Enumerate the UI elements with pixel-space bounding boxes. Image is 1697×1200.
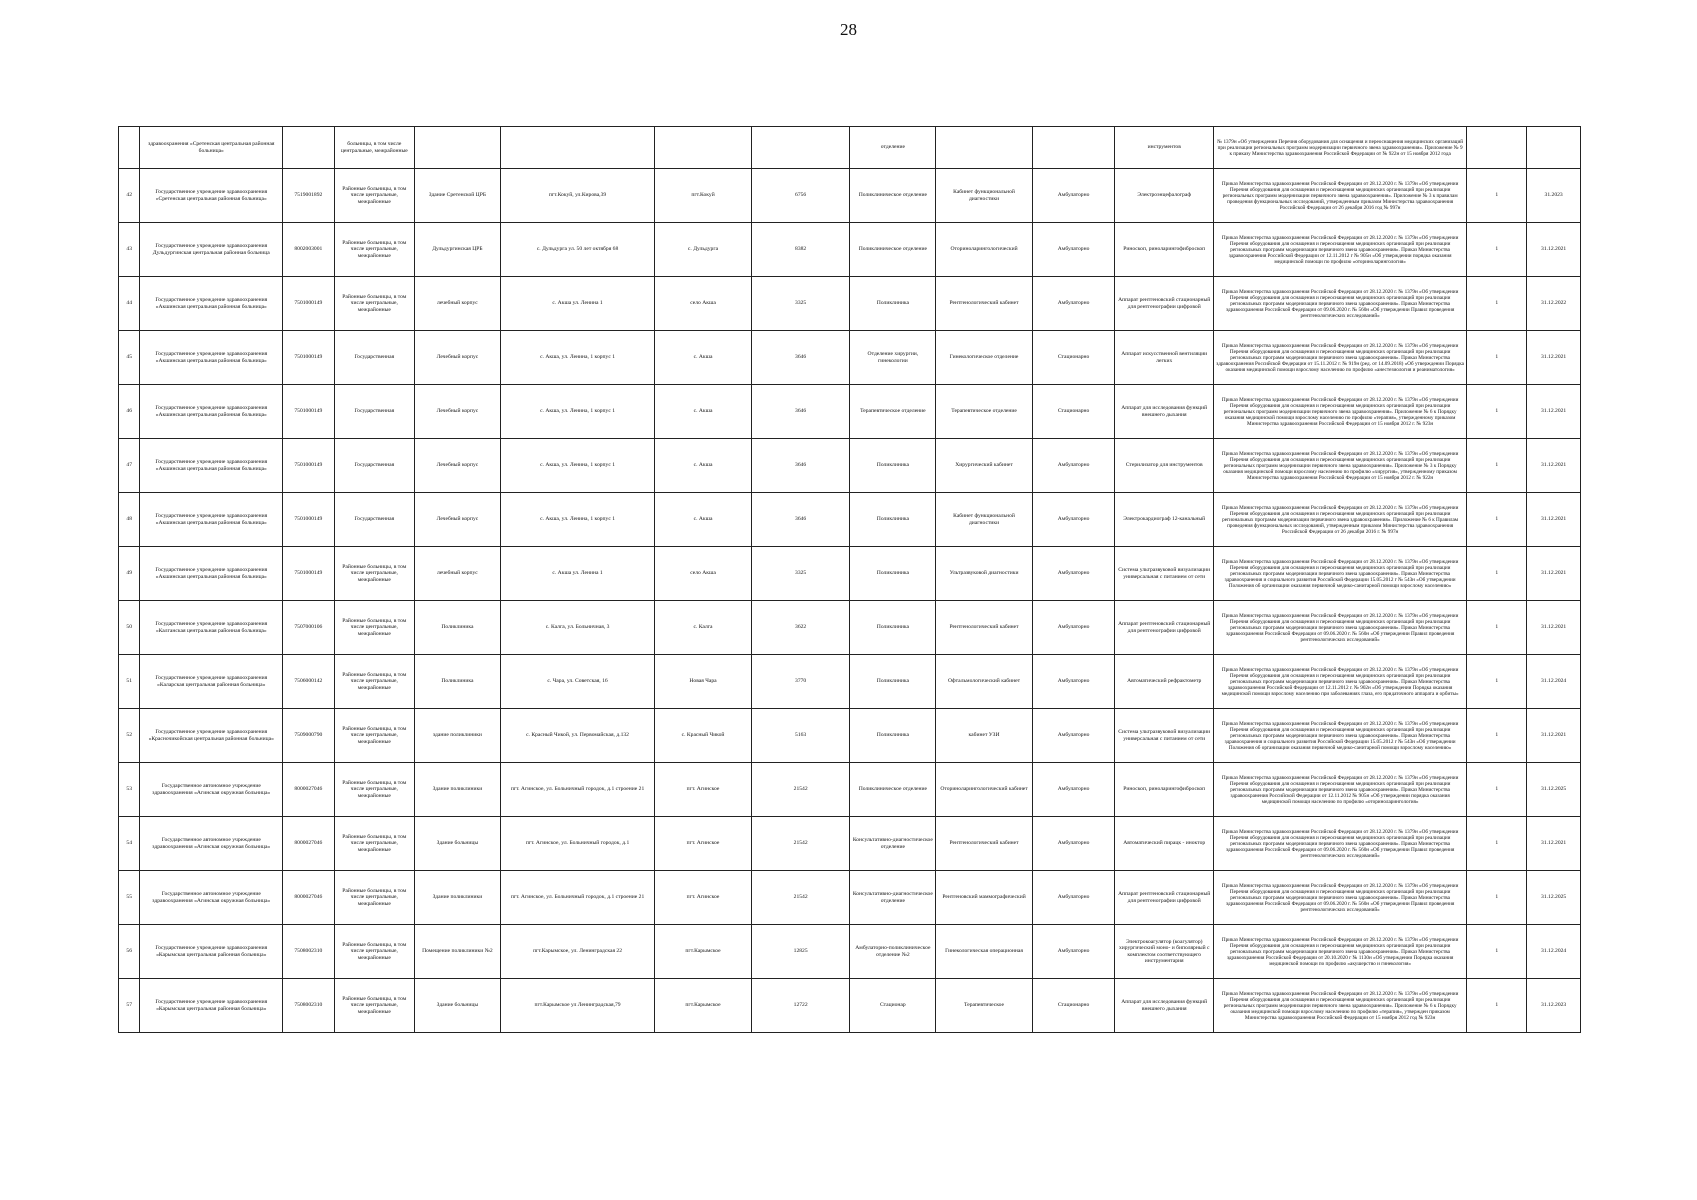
cell-population: 8382 <box>751 223 850 277</box>
cell-num: 47 <box>119 439 140 493</box>
cell-quantity: 1 <box>1467 439 1527 493</box>
cell-population: 21542 <box>751 817 850 871</box>
cell-department: Поликлиника <box>850 601 936 655</box>
cell-quantity: 1 <box>1467 979 1527 1033</box>
cell-locality: пгт.Карымское <box>655 925 752 979</box>
cell-date: 31.12.2022 <box>1527 277 1581 331</box>
cell-basis: Приказ Министерства здравоохранения Российской Федерации от 28.12.2020 г. № 1379н «Об утверждении Перечня оборудования для оснащения и переоснащения медицинских организаций при реализации региональных программ модернизации первичного звена здравоохранения». Приказ Министерства здравоохранения Российской Федерации от 09.06.2020 г. № 560н «Об утверждении Правил проведения рентгенологических исследований» <box>1214 817 1467 871</box>
cell-num: 53 <box>119 763 140 817</box>
cell-building: Здание больницы <box>415 817 501 871</box>
cell-type: Районные больницы, в том числе центральные, межрайонные <box>334 169 414 223</box>
table-row <box>119 277 1581 331</box>
cell-locality: с. Акша <box>655 493 752 547</box>
cell-code: 7501000149 <box>283 277 334 331</box>
cell-building: Лечебный корпус <box>415 385 501 439</box>
cell-date: 31.12.2025 <box>1527 763 1581 817</box>
cell-basis: Приказ Министерства здравоохранения Российской Федерации от 28.12.2020 г. № 1379н «Об утверждении Перечня оборудования для оснащения и переоснащения медицинских организаций при реализации региональных программ модернизации первичного звена здравоохранения». Приложение № 3 к Порядку оказания медицинской помощи взрослому населению по профилю «хирургия», утвержденному приказом Министерства здравоохранения Российской Федерации от 15 ноября 2012 г. № 922н <box>1214 439 1467 493</box>
table-row <box>119 655 1581 709</box>
cell-care-form: Амбулаторно <box>1032 277 1115 331</box>
cell-care-form: Стационарно <box>1032 385 1115 439</box>
cell-org: Государственное учреждение здравоохранения «Сретенская центральная районная больница» <box>140 169 283 223</box>
cell-org: Государственное учреждение здравоохранения «Каларская центральная районная больница» <box>140 655 283 709</box>
cell-locality: с. Акша <box>655 439 752 493</box>
cell-quantity: 1 <box>1467 493 1527 547</box>
cell-department: Стационар <box>850 979 936 1033</box>
cell-type: Государственная <box>334 385 414 439</box>
cell-locality: Новая Чара <box>655 655 752 709</box>
table-row <box>119 385 1581 439</box>
cell-equipment: Электрокардиограф 12-канальный <box>1115 493 1214 547</box>
cell-code: 7501000149 <box>283 493 334 547</box>
cell-basis: Приказ Министерства здравоохранения Российской Федерации от 28.12.2020 г. № 1379н «Об утверждении Перечня оборудования для оснащения и переоснащения медицинских организаций при реализации региональных программ модернизации первичного звена здравоохранения». Приказ Министерства здравоохранения Российской Федерации от 20.10.2020 г № 1130н «Об утверждении Порядка оказания медицинской помощи по профилю «акушерство и гинекология» <box>1214 925 1467 979</box>
cell-care-form: Амбулаторно <box>1032 439 1115 493</box>
cell-population: 21542 <box>751 763 850 817</box>
cell-population: 3770 <box>751 655 850 709</box>
cell-care-form: Стационарно <box>1032 979 1115 1033</box>
cell-address: с. Акша, ул. Ленина, 1 корпус 1 <box>500 331 654 385</box>
cell-num: 55 <box>119 871 140 925</box>
cell-care-form: Амбулаторно <box>1032 547 1115 601</box>
cell-date: 31.12.2021 <box>1527 493 1581 547</box>
cell-date: 31.12.2021 <box>1527 547 1581 601</box>
cell-date: 31.12.2023 <box>1527 979 1581 1033</box>
cell-type: Районные больницы, в том числе центральные, межрайонные <box>334 763 414 817</box>
table-row-continued <box>119 127 1581 169</box>
cell-quantity: 1 <box>1467 925 1527 979</box>
cell-building: Помещение поликлиники №2 <box>415 925 501 979</box>
cell-address: с. Дульдурга ул. 50 лет октября 68 <box>500 223 654 277</box>
cell-care-form: Амбулаторно <box>1032 493 1115 547</box>
cell-population: 3325 <box>751 547 850 601</box>
cell-care-form: Амбулаторно <box>1032 817 1115 871</box>
cell-equipment: Аппарат для исследования функций внешнего дыхания <box>1115 385 1214 439</box>
cell-room <box>936 127 1033 169</box>
cell-org: Государственное учреждение здравоохранения Дульдургинская центральная районная больница <box>140 223 283 277</box>
cell-org: Государственное учреждение здравоохранения «Карымская центральная районная больница» <box>140 979 283 1033</box>
cell-date: 31.12.2024 <box>1527 655 1581 709</box>
cell-code: 7501000149 <box>283 547 334 601</box>
cell-locality: пгт. Агинское <box>655 871 752 925</box>
cell-basis: Приказ Министерства здравоохранения Российской Федерации от 28.12.2020 г. № 1379н «Об утверждении Перечня оборудования для оснащения и переоснащения медицинских организаций при реализации региональных программ модернизации первичного звена здравоохранения». Приказ Министерства здравоохранения Российской Федерации от 12.11.2012 г № 905н «Об утверждении порядка оказания медицинской помощи по профилю «оториноларингология» <box>1214 223 1467 277</box>
cell-type: Районные больницы, в том числе центральные, межрайонные <box>334 547 414 601</box>
cell-building: Поликлиника <box>415 655 501 709</box>
cell-date: 31.12.2021 <box>1527 817 1581 871</box>
cell-num: 52 <box>119 709 140 763</box>
cell-address: с. Акша, ул. Ленина, 1 корпус 1 <box>500 493 654 547</box>
cell-code: 8000027046 <box>283 763 334 817</box>
table-row <box>119 169 1581 223</box>
cell-equipment: Электроэнцефалограф <box>1115 169 1214 223</box>
cell-equipment: Риноскоп, риноларингофиброскоп <box>1115 763 1214 817</box>
cell-population: 3622 <box>751 601 850 655</box>
cell-num: 56 <box>119 925 140 979</box>
cell-room: Гинекологическая операционная <box>936 925 1033 979</box>
cell-care-form: Амбулаторно <box>1032 763 1115 817</box>
cell-building: здание поликлиники <box>415 709 501 763</box>
cell-num: 54 <box>119 817 140 871</box>
cell-num: 42 <box>119 169 140 223</box>
cell-basis: Приказ Министерства здравоохранения Российской Федерации от 28.12.2020 г. № 1379н «Об утверждении Перечня оборудования для оснащения и переоснащения медицинских организаций при реализации региональных программ модернизации первичного звена здравоохранения». Приказ Министерства здравоохранения Российской Федерации от 09.06.2020 г. № 560н «Об утверждении Правил проведения рентгенологических исследований» <box>1214 601 1467 655</box>
table-row <box>119 601 1581 655</box>
cell-type: Государственная <box>334 493 414 547</box>
cell-care-form: Амбулаторно <box>1032 709 1115 763</box>
cell-equipment: Риноскоп, риноларингофиброскоп <box>1115 223 1214 277</box>
cell-department: Поликлиника <box>850 709 936 763</box>
cell-quantity: 1 <box>1467 871 1527 925</box>
cell-department: отделение <box>850 127 936 169</box>
cell-room: Офтальмологический кабинет <box>936 655 1033 709</box>
cell-population <box>751 127 850 169</box>
cell-equipment: Автоматический пирацк - иноктор <box>1115 817 1214 871</box>
cell-care-form: Стационарно <box>1032 331 1115 385</box>
cell-equipment: Система ультразвуковой визуализации универсальная с питанием от сети <box>1115 709 1214 763</box>
cell-code: 7501000149 <box>283 331 334 385</box>
cell-room: Кабинет функциональной диагностики <box>936 169 1033 223</box>
cell-population: 21542 <box>751 871 850 925</box>
cell-quantity: 1 <box>1467 169 1527 223</box>
cell-department: Поликлиника <box>850 277 936 331</box>
cell-quantity: 1 <box>1467 709 1527 763</box>
cell-equipment: инструментов <box>1115 127 1214 169</box>
cell-locality: пгт.Карымское <box>655 979 752 1033</box>
table-row <box>119 925 1581 979</box>
cell-room: Рентгенологический кабинет <box>936 277 1033 331</box>
cell-building: Поликлиника <box>415 601 501 655</box>
cell-type: Районные больницы, в том числе центральные, межрайонные <box>334 277 414 331</box>
cell-equipment: Система ультразвуковой визуализации универсальная с питанием от сети <box>1115 547 1214 601</box>
cell-type: Государственная <box>334 331 414 385</box>
cell-care-form: Амбулаторно <box>1032 871 1115 925</box>
cell-care-form: Амбулаторно <box>1032 223 1115 277</box>
cell-quantity: 1 <box>1467 277 1527 331</box>
cell-population: 3646 <box>751 331 850 385</box>
cell-population: 3646 <box>751 439 850 493</box>
cell-code <box>283 127 334 169</box>
cell-basis: Приказ Министерства здравоохранения Российской Федерации от 28.12.2020 г. № 1379н «Об утверждении Перечня оборудования для оснащения и переоснащения медицинских организаций при реализации региональных программ модернизации первичного звена здравоохранения». Приказ Министерства здравоохранения Российской Федерации от 09.06.2020 г. № 560н «Об утверждении Правил проведения рентгенологических исследований» <box>1214 277 1467 331</box>
cell-building: Лечебный корпус <box>415 493 501 547</box>
cell-population: 5163 <box>751 709 850 763</box>
table-row <box>119 331 1581 385</box>
cell-quantity: 1 <box>1467 655 1527 709</box>
cell-num: 43 <box>119 223 140 277</box>
cell-code: 7519001892 <box>283 169 334 223</box>
cell-basis: Приказ Министерства здравоохранения Российской Федерации от 28.12.2020 г. № 1379н «Об утверждении Перечня оборудования для оснащения и переоснащения медицинских организаций при реализации региональных программ модернизации первичного звена здравоохранения». Приказ Министерства здравоохранения Российской Федерации от 09.06.2020 г. № 560н «Об утверждении Правил проведения рентгенологических исследований» <box>1214 871 1467 925</box>
cell-address: с. Акша, ул. Ленина, 1 корпус 1 <box>500 439 654 493</box>
cell-org: Государственное учреждение здравоохранения «Акшинская центральная районная больница» <box>140 331 283 385</box>
cell-department: Поликлиника <box>850 547 936 601</box>
cell-type: Государственная <box>334 439 414 493</box>
cell-care-form: Амбулаторно <box>1032 655 1115 709</box>
cell-address: пгт.Карымское ул Ленинградская,79 <box>500 979 654 1033</box>
cell-address: с. Акша, ул. Ленина, 1 корпус 1 <box>500 385 654 439</box>
cell-room: Рентгеновский маммографический <box>936 871 1033 925</box>
cell-type: Районные больницы, в том числе центральные, межрайонные <box>334 979 414 1033</box>
cell-type: Районные больницы, в том числе центральные, межрайонные <box>334 925 414 979</box>
cell-code: 7501000149 <box>283 439 334 493</box>
cell-quantity: 1 <box>1467 385 1527 439</box>
cell-code: 7506000142 <box>283 655 334 709</box>
cell-address: пгт.Кокуй, ул.Кирова,39 <box>500 169 654 223</box>
table-row <box>119 979 1581 1033</box>
cell-room: Рентгенологический кабинет <box>936 601 1033 655</box>
cell-care-form: Амбулаторно <box>1032 601 1115 655</box>
cell-type: Районные больницы, в том числе центральные, межрайонные <box>334 601 414 655</box>
cell-code: 8000027046 <box>283 817 334 871</box>
cell-date: 31.12.2024 <box>1527 925 1581 979</box>
cell-locality: пгт. Агинское <box>655 763 752 817</box>
cell-basis: Приказ Министерства здравоохранения Российской Федерации от 28.12.2020 г. № 1379н «Об утверждении Перечня оборудования для оснащения и переоснащения медицинских организаций при реализации региональных программ модернизации первичного звена здравоохранения». Приказ Министерства здравоохранения и социального развития Российской Федерации 15.05.2012 г № 543н «Об утверждении Положения об организации оказания первичной медико-санитарной помощи взрослому населению» <box>1214 547 1467 601</box>
cell-quantity: 1 <box>1467 223 1527 277</box>
table-row <box>119 493 1581 547</box>
cell-room: Гинекологическое отделение <box>936 331 1033 385</box>
cell-population: 3646 <box>751 493 850 547</box>
cell-code: 7508002310 <box>283 979 334 1033</box>
cell-date: 31.12.2021 <box>1527 385 1581 439</box>
cell-num: 57 <box>119 979 140 1033</box>
cell-quantity <box>1467 127 1527 169</box>
cell-code: 8002003001 <box>283 223 334 277</box>
cell-org: Государственное учреждение здравоохранения «Акшинская центральная районная больница» <box>140 439 283 493</box>
cell-locality: с. Акша <box>655 385 752 439</box>
cell-basis: № 1379н «Об утверждении Перечня оборудования для оснащения и переоснащения медицинских организаций при реализации региональных программ модернизации первичного звена здравоохранения». Приложение № 9 к приказу Министерства здравоохранения Российской Федерации от № 922н от 15 ноября 2012 года <box>1214 127 1467 169</box>
cell-org: здравоохранения «Сретенская центральная районная больница» <box>140 127 283 169</box>
cell-room: Оториноларингологический <box>936 223 1033 277</box>
cell-department: Поликлиника <box>850 439 936 493</box>
cell-room: Терапевтическое <box>936 979 1033 1033</box>
cell-org: Государственное учреждение здравоохранения «Карымская центральная районная больница» <box>140 925 283 979</box>
cell-basis: Приказ Министерства здравоохранения Российской Федерации от 28.12.2020 г. № 1379н «Об утверждении Перечня оборудования для оснащения и переоснащения медицинских организаций при реализации региональных программ модернизации первичного звена здравоохранения». Приказ Министерства здравоохранения и социального развития Российской Федерации 15.05.2012 г № 543н «Об утверждении Положения об организации оказания первичной медико-санитарной помощи взрослому населению» <box>1214 709 1467 763</box>
cell-address: пгт. Агинское, ул. Больничный городок, д.1 строение 21 <box>500 871 654 925</box>
cell-date: 31.12.2021 <box>1527 709 1581 763</box>
cell-population: 12722 <box>751 979 850 1033</box>
cell-equipment: Аппарат рентгеновский стационарный для рентгенографии цифровой <box>1115 601 1214 655</box>
cell-equipment: Электрокоагулятор (коагулятор) хирургический моно- и биполярный с комплектом соответствующего инструментария <box>1115 925 1214 979</box>
cell-num: 50 <box>119 601 140 655</box>
cell-num: 45 <box>119 331 140 385</box>
cell-department: Поликлиника <box>850 655 936 709</box>
cell-address: с. Акша ул. Ленина 1 <box>500 277 654 331</box>
cell-org: Государственное учреждение здравоохранения «Акшинская центральная районная больница» <box>140 277 283 331</box>
cell-equipment: Аппарат искусственной вентиляции легких <box>1115 331 1214 385</box>
table-row <box>119 547 1581 601</box>
cell-room: кабинет УЗИ <box>936 709 1033 763</box>
cell-building: Здание Сретенской ЦРБ <box>415 169 501 223</box>
cell-population: 6756 <box>751 169 850 223</box>
cell-address: пгт.Карымское, ул. Ленинградская 22 <box>500 925 654 979</box>
cell-room: Ультразвуковой диагностики <box>936 547 1033 601</box>
cell-quantity: 1 <box>1467 817 1527 871</box>
cell-locality <box>655 127 752 169</box>
cell-basis: Приказ Министерства здравоохранения Российской Федерации от 28.12.2020 г. № 1379н «Об утверждении Перечня оборудования для оснащения и переоснащения медицинских организаций при реализации региональных программ модернизации первичного звена здравоохранения». Приказ Министерства здравоохранения Российской Федерации от 15.11.2012 г. № 919н (ред. от 14.09.2018) «Об утверждении Порядка оказания медицинской помощи взрослому населению по профилю «анестезиология и реаниматология» <box>1214 331 1467 385</box>
cell-population: 12825 <box>751 925 850 979</box>
table-row <box>119 439 1581 493</box>
cell-department: Терапевтическое отделение <box>850 385 936 439</box>
table-row <box>119 817 1581 871</box>
cell-quantity: 1 <box>1467 331 1527 385</box>
cell-population: 3325 <box>751 277 850 331</box>
cell-org: Государственное учреждение здравоохранения «Красночикойская центральная районная больница» <box>140 709 283 763</box>
cell-department: Консультативно-диагностическое отделение <box>850 871 936 925</box>
cell-locality: с. Дульдурга <box>655 223 752 277</box>
cell-address: с. Калга, ул. Больничная, 3 <box>500 601 654 655</box>
cell-code: 7508002310 <box>283 925 334 979</box>
table-row <box>119 763 1581 817</box>
cell-org: Государственное учреждение здравоохранения «Акшинская центральная районная больница» <box>140 547 283 601</box>
cell-basis: Приказ Министерства здравоохранения Российской Федерации от 28.12.2020 г. № 1379н «Об утверждении Перечня оборудования для оснащения и переоснащения медицинских организаций при реализации региональных программ модернизации первичного звена здравоохранения». Приказ Министерства здравоохранения Российской Федерации от 12.11.2012 г. № 902н «Об утверждении Порядка оказания медицинской помощи взрослому населению при заболеваниях глаза, его придаточного аппарата и орбиты» <box>1214 655 1467 709</box>
cell-locality: с. Калга <box>655 601 752 655</box>
cell-care-form: Амбулаторно <box>1032 925 1115 979</box>
cell-department: Поликлиническое отделение <box>850 763 936 817</box>
cell-equipment: Аппарат рентгеновский стационарный для рентгенографии цифровой <box>1115 277 1214 331</box>
cell-department: Поликлиническое отделение <box>850 223 936 277</box>
cell-date: 31.2023 <box>1527 169 1581 223</box>
cell-building: Здание поликлиники <box>415 763 501 817</box>
table-row <box>119 709 1581 763</box>
cell-address: пгт. Агинское, ул. Больничный городок, д.1 строение 21 <box>500 763 654 817</box>
cell-org: Государственное учреждение здравоохранения «Акшинская центральная районная больница» <box>140 493 283 547</box>
cell-type: Районные больницы, в том числе центральные, межрайонные <box>334 871 414 925</box>
cell-date: 31.12.2021 <box>1527 223 1581 277</box>
cell-org: Государственное учреждение здравоохранения «Акшинская центральная районная больница» <box>140 385 283 439</box>
cell-date: 31.12.2025 <box>1527 871 1581 925</box>
cell-address: с. Красный Чикой, ул. Первомайская, д.132 <box>500 709 654 763</box>
cell-org: Государственное автономное учреждение здравоохранения «Агинская окружная больница» <box>140 817 283 871</box>
cell-code: 7507000106 <box>283 601 334 655</box>
cell-basis: Приказ Министерства здравоохранения Российской Федерации от 28.12.2020 г. № 1379н «Об утверждении Перечня оборудования для оснащения и переоснащения медицинских организаций при реализации региональных программ модернизации первичного звена здравоохранения». Приложение № 3 к правилам проведения функциональных исследований, утвержденным приказом Министерства здравоохранения Российской Федерации от 26 декабря 2016 год № 997н <box>1214 169 1467 223</box>
cell-building: Дульдургинская ЦРБ <box>415 223 501 277</box>
cell-date: 31.12.2021 <box>1527 331 1581 385</box>
cell-building <box>415 127 501 169</box>
table-row <box>119 223 1581 277</box>
cell-address: с. Чара, ул. Советская, 16 <box>500 655 654 709</box>
cell-basis: Приказ Министерства здравоохранения Российской Федерации от 28.12.2020 г. № 1379н «Об утверждении Перечня оборудования для оснащения и переоснащения медицинских организаций при реализации региональных программ модернизации первичного звена здравоохранения». Приложение № 6 к Правилам проведения функциональных исследований, утвержденным приказом Министерства здравоохранения Российской Федерации от 26 декабря 2016 г. № 997н <box>1214 493 1467 547</box>
cell-num: 49 <box>119 547 140 601</box>
cell-room: Рентгенологический кабинет <box>936 817 1033 871</box>
cell-locality: с. Красный Чикой <box>655 709 752 763</box>
cell-building: Здание поликлиники <box>415 871 501 925</box>
cell-department: Поликлиническое отделение <box>850 169 936 223</box>
cell-address: с. Акша ул. Ленина 1 <box>500 547 654 601</box>
cell-basis: Приказ Министерства здравоохранения Российской Федерации от 28.12.2020 г. № 1379н «Об утверждении Перечня оборудования для оснащения и переоснащения медицинских организаций при реализации региональных программ модернизации первичного звена здравоохранения». Приказ Министерства здравоохранения Российской Федерации от 12.11.2012 № 905н «Об утверждении порядка оказания медицинской помощи населению по профилю «оториноларингология» <box>1214 763 1467 817</box>
cell-code: 7509000790 <box>283 709 334 763</box>
cell-building: лечебный корпус <box>415 277 501 331</box>
cell-care-form <box>1032 127 1115 169</box>
cell-locality: село Акша <box>655 547 752 601</box>
cell-quantity: 1 <box>1467 547 1527 601</box>
page-number: 28 <box>840 20 857 39</box>
cell-equipment: Аппарат для исследования функций внешнего дыхания <box>1115 979 1214 1033</box>
cell-care-form: Амбулаторно <box>1032 169 1115 223</box>
cell-type: больницы, в том числе центральные, межрайонные <box>334 127 414 169</box>
cell-num: 48 <box>119 493 140 547</box>
cell-date: 31.12.2021 <box>1527 439 1581 493</box>
cell-building: Лечебный корпус <box>415 439 501 493</box>
cell-type: Районные больницы, в том числе центральные, межрайонные <box>334 817 414 871</box>
cell-locality: пгт.Кокуй <box>655 169 752 223</box>
cell-date: 31.12.2021 <box>1527 601 1581 655</box>
cell-department: Отделение хирургии, гинекологии <box>850 331 936 385</box>
cell-locality: село Акша <box>655 277 752 331</box>
cell-org: Государственное автономное учреждение здравоохранения «Агинская окружная больница» <box>140 763 283 817</box>
cell-locality: с. Акша <box>655 331 752 385</box>
cell-room: Терапевтическое отделение <box>936 385 1033 439</box>
cell-type: Районные больницы, в том числе центральные, межрайонные <box>334 709 414 763</box>
cell-room: Хирургический кабинет <box>936 439 1033 493</box>
cell-department: Консультативно-диагностическое отделение <box>850 817 936 871</box>
table-row <box>119 871 1581 925</box>
cell-building: лечебный корпус <box>415 547 501 601</box>
cell-code: 7501000149 <box>283 385 334 439</box>
cell-org: Государственное учреждение здравоохранения «Калганская центральная районная больница» <box>140 601 283 655</box>
cell-building: Лечебный корпус <box>415 331 501 385</box>
cell-equipment: Автоматический рефрактометр <box>1115 655 1214 709</box>
cell-address: пгт. Агинское, ул. Больничный городок, д.1 <box>500 817 654 871</box>
cell-population: 3646 <box>751 385 850 439</box>
cell-date <box>1527 127 1581 169</box>
cell-address <box>500 127 654 169</box>
cell-quantity: 1 <box>1467 601 1527 655</box>
cell-room: Оториноларингологический кабинет <box>936 763 1033 817</box>
cell-basis: Приказ Министерства здравоохранения Российской Федерации от 28.12.2020 г. № 1379н «Об утверждении Перечня оборудования для оснащения и переоснащения медицинских организаций при реализации региональных программ модернизации первичного звена здравоохранения». Приложение № 6 к Порядку оказания медицинской помощи взрослому населению по профилю «терапия», утвержденному приказом Министерства здравоохранения Российской Федерации от 15 ноября 2012 г. № 923н <box>1214 385 1467 439</box>
cell-room: Кабинет функциональной диагностики <box>936 493 1033 547</box>
cell-org: Государственное автономное учреждение здравоохранения «Агинская окружная больница» <box>140 871 283 925</box>
cell-num <box>119 127 140 169</box>
cell-locality: пгт. Агинское <box>655 817 752 871</box>
cell-type: Районные больницы, в том числе центральные, межрайонные <box>334 655 414 709</box>
cell-equipment: Аппарат рентгеновский стационарный для рентгенографии цифровой <box>1115 871 1214 925</box>
cell-num: 44 <box>119 277 140 331</box>
cell-type: Районные больницы, в том числе центральные, межрайонные <box>334 223 414 277</box>
cell-quantity: 1 <box>1467 763 1527 817</box>
cell-equipment: Стерилизатор для инструментов <box>1115 439 1214 493</box>
cell-code: 8000027046 <box>283 871 334 925</box>
cell-num: 51 <box>119 655 140 709</box>
cell-num: 46 <box>119 385 140 439</box>
equipment-table <box>118 126 1581 1033</box>
cell-building: Здание больницы <box>415 979 501 1033</box>
cell-basis: Приказ Министерства здравоохранения Российской Федерации от 28.12.2020 г. № 1379н «Об утверждении Перечня оборудования для оснащения и переоснащения медицинских организаций при реализации региональных программ модернизации первичного звена здравоохранения». Приложение № 6 к Порядку оказания медицинской помощи взрослому населению по профилю «терапия», утвержден приказом Министерства здравоохранения Российской Федерации от 15 ноября 2012 год № 923н <box>1214 979 1467 1033</box>
cell-department: Поликлиника <box>850 493 936 547</box>
cell-department: Амбулаторно-поликлиническое отделение №2 <box>850 925 936 979</box>
